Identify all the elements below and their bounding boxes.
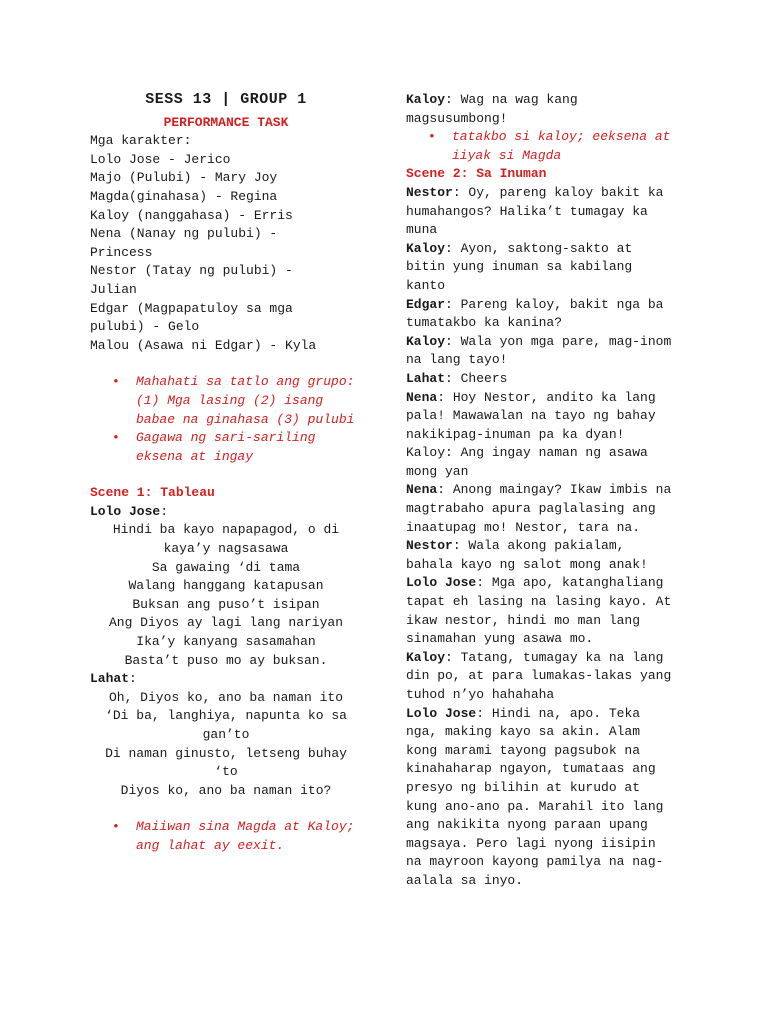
dialogue-line: [406, 240, 678, 296]
verse-line: Sa gawaing ‘di tama: [151, 559, 301, 575]
speaker-label: Lahat: [406, 370, 446, 386]
verse-line: Basta’t puso mo ay buksan.: [124, 652, 328, 668]
stage-note-text: Maiiwan sina Magda at Kaloy; ang lahat ay eexit.: [136, 819, 355, 853]
character-line: Majo (Pulubi) - Mary Joy: [90, 170, 278, 186]
character-line: Malou (Asawa ni Edgar) - Kyla: [90, 337, 317, 353]
character-line: Kaloy (nanggahasa) - Erris: [90, 207, 293, 223]
character-line: Lolo Jose - Jerico: [90, 151, 231, 167]
dialogue-line: [406, 296, 678, 333]
stage-notes-list: [406, 128, 678, 165]
dialogue-text: : Wala akong pakialam, bahala kayo ng salot mong anak!: [406, 538, 648, 572]
speaker-colon: :: [160, 503, 169, 519]
dialogue-line: [406, 91, 678, 128]
scene-2-dialogue: [406, 184, 678, 891]
verse-line: Oh, Diyos ko, ano ba naman ito: [108, 689, 344, 705]
verse-line: ‘to: [214, 764, 238, 780]
scene-1-heading: Scene 1: Tableau: [90, 485, 215, 501]
dialogue-text: : Cheers: [445, 370, 508, 386]
document-title: SESS 13 | GROUP 1: [145, 91, 307, 108]
dialogue-text: : Pareng kaloy, bakit nga ba tumatakbo ka kanina?: [406, 296, 664, 331]
dialogue-line: [406, 649, 678, 705]
verse-line: ‘Di ba, langhiya, napunta ko sa: [105, 708, 347, 724]
verse-line: kaya’y nagsasawa: [163, 541, 289, 557]
stage-note-text: tatakbo si kaloy; eeksena at iiyak si Magda: [452, 129, 671, 163]
stage-notes-list: [90, 373, 362, 466]
verse-line: Walang hanggang katapusan: [128, 578, 324, 594]
character-line: Magda(ginahasa) - Regina: [90, 188, 278, 204]
stage-note: [90, 429, 362, 466]
dialogue-text: : Oy, pareng kaloy bakit ka humahangos? Halika’t tumagay ka muna: [406, 184, 664, 238]
speaker-label: Lolo Jose: [90, 503, 161, 519]
dialogue-text: : Mga apo, katanghaliang tapat eh lasing na lasing kayo. At ikaw nestor, hindi mo man lang sinamahan yung asawa mo.: [406, 575, 672, 647]
spacer: [90, 355, 362, 373]
speaker-label: Kaloy: [406, 333, 446, 349]
dialogue-line: [406, 705, 678, 891]
left-column: [90, 91, 362, 856]
speaker-label: Kaloy: [406, 240, 446, 256]
dialogue-text: : Hoy Nestor, andito ka lang pala! Mawawalan na tayo ng bahay nakikipag-inuman pa ka dyan!: [406, 389, 656, 442]
speaker-label: Nestor: [406, 538, 453, 554]
bullet-icon: •: [112, 819, 120, 835]
stage-note-text: Mahahati sa tatlo ang grupo: (1) Mga lasing (2) isang babae na ginahasa (3) pulubi: [136, 374, 355, 427]
speaker-label: Lolo Jose: [406, 575, 477, 591]
spacer: [90, 466, 362, 484]
speaker-label: Edgar: [406, 296, 446, 312]
character-list: [90, 151, 362, 356]
stage-note: [406, 128, 678, 165]
bullet-icon: •: [112, 374, 120, 390]
dialogue-text: : Anong maingay? Ikaw imbis na magtrabaho apura paglalasing ang inaatupag mo! Nestor, tara na.: [406, 482, 672, 535]
stage-notes-list: [90, 818, 362, 855]
verse-line: Di naman ginusto, letseng buhay: [105, 745, 347, 761]
verse-line: Hindi ba kayo napapagod, o di: [112, 522, 340, 538]
right-column: [406, 91, 678, 891]
speaker-lolo-jose: [90, 503, 362, 522]
character-line: Nestor (Tatay ng pulubi) -: [90, 263, 293, 279]
spacer: [90, 800, 362, 818]
verse-line: Buksan ang puso’t isipan: [132, 596, 320, 612]
verse-line: gan’to: [202, 727, 250, 742]
speaker-label: Lahat: [90, 671, 130, 687]
dialogue-text: : Wag na wag kang magsusumbong!: [406, 92, 578, 126]
speaker-label: Nena: [406, 389, 438, 405]
dialogue-text: Kaloy: Ang ingay naman ng asawa mong yan: [406, 445, 648, 479]
speaker-lahat: [90, 670, 362, 689]
bullet-icon: •: [428, 129, 436, 145]
dialogue-line: [406, 444, 678, 481]
stage-note-text: Gagawa ng sari-sariling eksena at ingay: [136, 430, 316, 464]
character-line: pulubi) - Gelo: [90, 319, 200, 335]
stage-note: [90, 373, 362, 429]
speaker-label: Nena: [406, 482, 438, 498]
dialogue-line: [406, 389, 678, 445]
verse-line: Diyos ko, ano ba naman ito?: [120, 782, 332, 798]
dialogue-line: [406, 537, 678, 574]
verse-line: Ang Diyos ay lagi lang nariyan: [108, 615, 344, 631]
characters-heading: Mga karakter:: [90, 133, 192, 149]
dialogue-line: [406, 574, 678, 648]
speaker-label: Kaloy: [406, 649, 446, 665]
lolo-jose-verse: [90, 521, 362, 670]
verse-line: Ika’y kanyang sasamahan: [136, 634, 316, 650]
speaker-colon: :: [129, 671, 137, 687]
lahat-verse: [90, 689, 362, 801]
stage-note: [90, 818, 362, 855]
dialogue-line: [406, 481, 678, 537]
character-line: Nena (Nanay ng pulubi) -: [90, 226, 278, 242]
dialogue-text: : Wala yon mga pare, mag-inom na lang tayo!: [406, 333, 672, 368]
dialogue-line: [406, 184, 678, 240]
speaker-label: Kaloy: [406, 92, 446, 107]
dialogue-text: : Hindi na, apo. Teka nga, making kayo sa akin. Alam kong marami tayong pagsubok na kinahaharap ngayon, tumataas ang presyo ng bilihin at kurudo at kung ano-ano pa. Marahil ito lang ang nakikita nyong paraan upang magsaya. Pero lagi nyong iisipin na mayroon kayong pamilya na nag-aalala sa inyo.: [406, 705, 664, 888]
document-subtitle: PERFORMANCE TASK: [163, 114, 289, 130]
character-line: Julian: [90, 281, 137, 297]
character-line: Edgar (Magpapatuloy sa mga: [90, 300, 293, 316]
dialogue-text: : Tatang, tumagay ka na lang din po, at para lumakas-lakas yang tuhod n’yo hahahaha: [406, 649, 672, 702]
dialogue-line: [406, 370, 678, 389]
scene-2-heading: Scene 2: Sa Inuman: [406, 166, 547, 182]
speaker-label: Lolo Jose: [406, 705, 477, 721]
dialogue-line: [406, 333, 678, 370]
dialogue-text: : Ayon, saktong-sakto at bitin yung inuman sa kabilang kanto: [406, 240, 633, 293]
speaker-label: Nestor: [406, 184, 453, 200]
bullet-icon: •: [112, 430, 120, 446]
character-line: Princess: [90, 244, 153, 260]
